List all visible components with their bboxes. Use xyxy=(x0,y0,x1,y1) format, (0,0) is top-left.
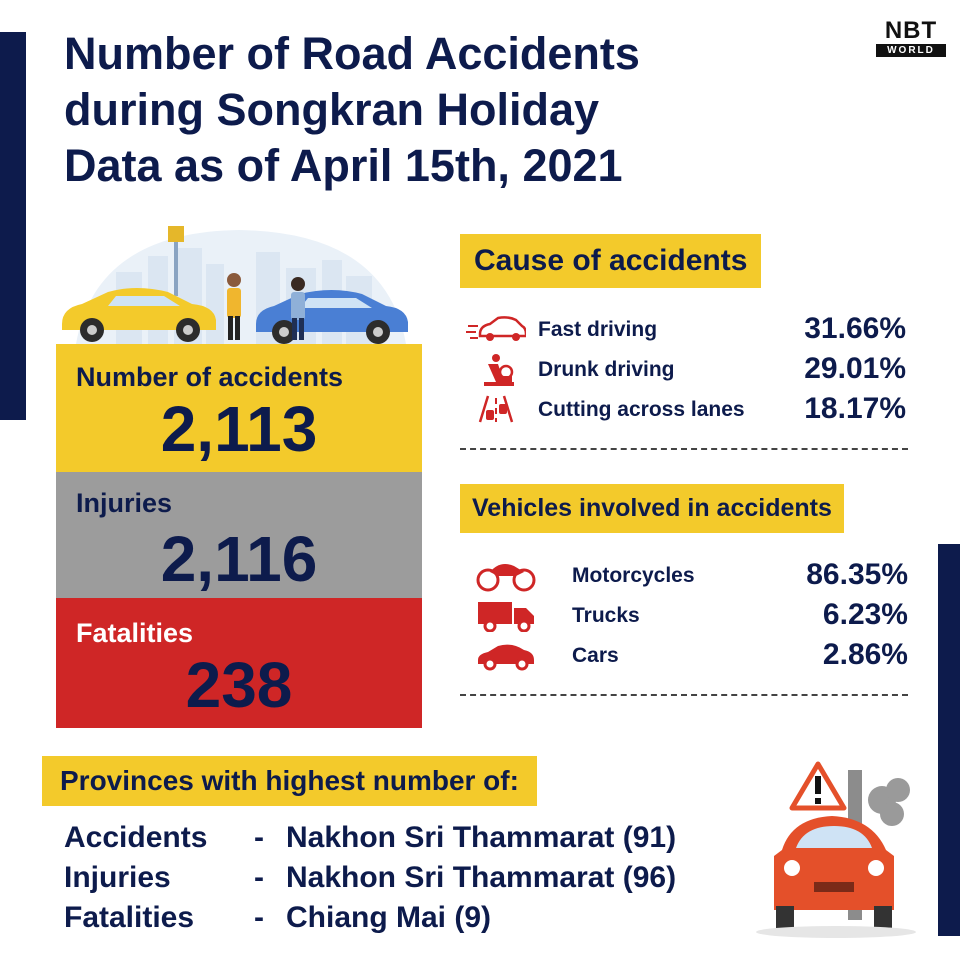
cause-label: Fast driving xyxy=(538,318,658,341)
causes-section-title: Cause of accidents xyxy=(460,234,761,288)
crashed-car-illustration xyxy=(752,760,932,940)
cause-row-drunk-driving xyxy=(466,352,906,386)
title-line-3: Data as of April 15th, 2021 xyxy=(64,140,623,191)
nbt-world-logo xyxy=(876,18,946,57)
vehicles-divider xyxy=(460,694,908,696)
smoke-icon xyxy=(868,778,910,826)
accidents-stat-label: Number of accidents xyxy=(76,362,344,392)
ground-shadow xyxy=(756,926,916,938)
vehicle-value: 6.23% xyxy=(822,598,908,631)
vehicle-label: Trucks xyxy=(572,604,640,627)
speeding-car-icon xyxy=(466,312,526,344)
cause-value: 29.01% xyxy=(804,352,906,385)
cause-label: Drunk driving xyxy=(538,358,675,381)
causes-divider xyxy=(460,448,908,450)
province-value: Chiang Mai (9) xyxy=(286,901,492,934)
car-icon xyxy=(476,638,536,672)
cause-label: Cutting across lanes xyxy=(538,398,745,421)
cause-row-cutting-lanes xyxy=(466,392,906,426)
vehicle-value: 86.35% xyxy=(806,558,908,591)
vehicle-row-motorcycles xyxy=(476,558,908,592)
title-line-2: during Songkran Holiday xyxy=(64,84,600,135)
cause-row-fast-driving xyxy=(466,312,906,346)
injuries-stat-value: 2,116 xyxy=(160,523,318,595)
fatalities-stat-box xyxy=(56,598,422,728)
drunk-driver-icon xyxy=(466,352,526,388)
cause-value: 18.17% xyxy=(804,392,906,425)
vehicles-section-title: Vehicles involved in accidents xyxy=(460,484,844,533)
left-accent-bar xyxy=(0,32,26,420)
vehicle-label: Motorcycles xyxy=(572,564,695,587)
accidents-stat-box xyxy=(56,344,422,472)
vehicle-label: Cars xyxy=(572,644,619,667)
lane-change-icon xyxy=(466,392,526,424)
red-car-icon xyxy=(774,816,894,928)
province-dash: - xyxy=(254,901,264,934)
title-line-1: Number of Road Accidents xyxy=(64,28,640,79)
accident-scene-illustration xyxy=(56,212,422,344)
vehicle-row-cars xyxy=(476,638,908,672)
accidents-stat-value: 2,113 xyxy=(160,393,318,465)
province-key: Accidents xyxy=(64,821,208,854)
right-accent-bar xyxy=(938,544,960,936)
vehicle-row-trucks xyxy=(476,598,908,632)
provinces-section-title: Provinces with highest number of: xyxy=(42,756,537,806)
province-key: Fatalities xyxy=(64,901,195,934)
motorcycle-icon xyxy=(476,558,536,592)
fatalities-stat-value: 238 xyxy=(185,649,293,721)
logo-main-text: NBT xyxy=(884,17,938,44)
province-dash: - xyxy=(254,821,264,854)
province-value: Nakhon Sri Thammarat (91) xyxy=(286,821,677,854)
province-key: Injuries xyxy=(64,861,171,894)
fatalities-stat-label: Fatalities xyxy=(76,618,194,648)
vehicle-value: 2.86% xyxy=(822,638,908,671)
injuries-stat-box xyxy=(56,472,422,598)
page-title xyxy=(64,26,640,194)
truck-icon xyxy=(476,598,536,632)
cause-value: 31.66% xyxy=(804,312,906,345)
logo-sub-text: WORLD xyxy=(876,44,946,57)
injuries-stat-label: Injuries xyxy=(76,488,173,518)
warning-sign-icon xyxy=(792,764,844,808)
province-value: Nakhon Sri Thammarat (96) xyxy=(286,861,677,894)
province-dash: - xyxy=(254,861,264,894)
